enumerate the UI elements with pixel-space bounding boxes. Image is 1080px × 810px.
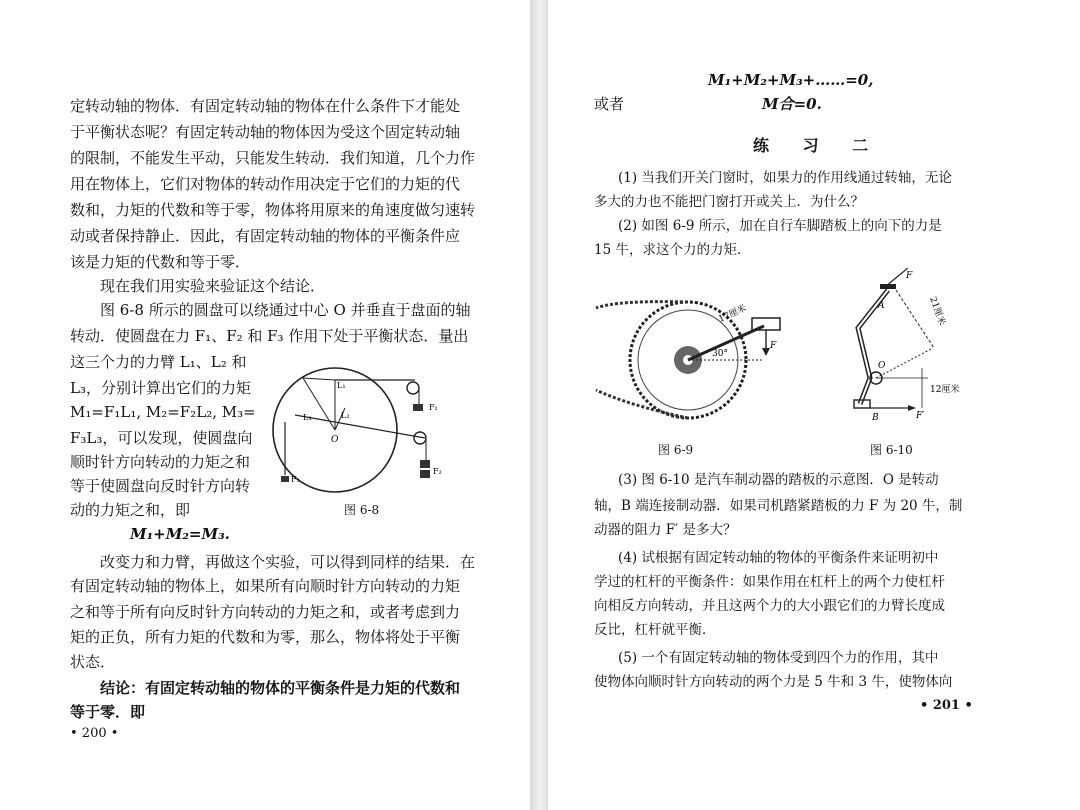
text-line: 的限制，不能发生平动，只能发生转动．我们知道，几个力作 — [70, 149, 476, 167]
label-L2: L₂ — [341, 411, 350, 420]
text-line: F₃L₃，可以发现，使圆盘向 — [70, 429, 253, 447]
text-line: 这三个力的力臂 L₁、L₂ 和 — [70, 353, 247, 371]
text-line: 或者 — [594, 95, 625, 113]
text-line: M₁=F₁L₁, M₂=F₂L₂, M₃= — [70, 403, 256, 421]
label-length: 17厘米 — [717, 303, 749, 325]
figure-caption: 图 6-8 — [344, 503, 380, 517]
label-O: O — [331, 435, 339, 445]
text-line: 现在我们用实验来验证这个结论． — [100, 277, 326, 295]
exercise-line: (5) 一个有固定转动轴的物体受到四个力的作用，其中 — [618, 650, 939, 666]
exercise-line: (4) 试根据有固定转动轴的物体的平衡条件来证明初中 — [618, 550, 939, 566]
exercise-line: 多大的力也不能把门窗打开或关上．为什么？ — [594, 194, 864, 210]
text-line: 动或者保持静止．因此，有固定转动轴的物体的平衡条件应 — [70, 227, 461, 245]
label-F2: F₂ — [433, 467, 442, 476]
exercise-line: (2) 如图 6-9 所示，加在自行车脚踏板上的向下的力是 — [618, 218, 942, 234]
text-line: L₃，分别计算出它们的力矩 — [70, 379, 251, 397]
text-line: 之和等于所有向反时针方向转动的力矩之和，或者考虑到力 — [70, 603, 461, 621]
text-line: 等于使圆盘向反时针方向转 — [70, 477, 251, 495]
label-L3: L₃ — [303, 413, 312, 422]
figure-6-10 — [818, 268, 998, 428]
text-line: 于平衡状态呢？有固定转动轴的物体因为受这个固定转动轴 — [70, 123, 461, 141]
exercise-line: 向相反方向转动，并且这两个力的大小跟它们的力臂长度成 — [594, 598, 945, 614]
text-line: 数和，力矩的代数和等于零，物体将用原来的角速度做匀速转 — [70, 201, 476, 219]
page-number: • 201 • — [920, 698, 973, 713]
label-angle: 30° — [712, 349, 728, 359]
section-heading: 练 习 二 — [753, 136, 883, 155]
exercise-line: 学过的杠杆的平衡条件：如果作用在杠杆上的两个力使杠杆 — [594, 574, 945, 590]
figure-6-8 — [265, 360, 480, 520]
label-B: B — [872, 413, 879, 423]
figure-6-9 — [588, 280, 818, 430]
label-F3: F₃ — [291, 475, 300, 484]
label-L1: L₁ — [337, 381, 346, 390]
exercise-line: (3) 图 6-10 是汽车制动器的踏板的示意图．O 是转动 — [618, 472, 939, 488]
text-line: 定转动轴的物体．有固定转动轴的物体在什么条件下才能处 — [70, 97, 461, 115]
exercise-line: (1) 当我们开关门窗时，如果力的作用线通过转轴，无论 — [618, 170, 952, 186]
book-gutter — [530, 0, 548, 810]
text-line: 转动．使圆盘在力 F₁、F₂ 和 F₃ 作用下处于平衡状态．量出 — [70, 327, 469, 345]
text-line: 有固定转动轴的物体上，如果所有向顺时针方向转动的力矩 — [70, 577, 461, 595]
exercise-line: 使物体向顺时针方向转动的两个力是 5 牛和 3 牛，使物体向 — [594, 674, 953, 690]
label-Fprime: F′ — [916, 411, 925, 421]
page-number: • 200 • — [70, 726, 119, 741]
equation: M合=0. — [762, 95, 822, 113]
label-A: A — [878, 301, 885, 311]
exercise-line: 动器的阻力 F′ 是多大？ — [594, 522, 737, 538]
label-O: O — [878, 361, 886, 371]
label-F: F — [770, 341, 777, 351]
text-line: 矩的正负，所有力矩的代数和为零，那么，物体将处于平衡 — [70, 628, 461, 646]
figure-caption: 图 6-10 — [870, 443, 913, 457]
text-line: 改变力和力臂，再做这个实验，可以得到同样的结果．在 — [100, 553, 476, 571]
exercise-line: 反比，杠杆就平衡． — [594, 622, 716, 638]
text-line: 用在物体上，它们对物体的转动作用决定于它们的力矩的代 — [70, 175, 461, 193]
text-line: 该是力矩的代数和等于零． — [70, 253, 251, 271]
conclusion-line: 结论：有固定转动轴的物体的平衡条件是力矩的代数和 — [100, 679, 461, 697]
conclusion-line: 等于零．即 — [70, 703, 146, 721]
equation: M₁+M₂+M₃+……=0, — [708, 71, 874, 89]
exercise-line: 15 牛，求这个力的力矩． — [594, 242, 751, 258]
figure-caption: 图 6-9 — [658, 443, 694, 457]
label-12cm: 12厘米 — [930, 385, 960, 395]
exercise-line: 轴，B 端连接制动器．如果司机踏紧踏板的力 F 为 20 牛，制 — [594, 498, 963, 514]
left-page — [0, 0, 530, 810]
text-line: 顺时针方向转动的力矩之和 — [70, 453, 251, 471]
label-F1: F₁ — [429, 403, 438, 412]
text-line: 动的力矩之和，即 — [70, 501, 191, 519]
text-line: 状态． — [70, 653, 116, 671]
equation: M₁+M₂=M₃. — [130, 525, 230, 543]
label-21cm: 21厘米 — [927, 295, 947, 327]
label-F: F — [906, 271, 913, 281]
text-line: 图 6-8 所示的圆盘可以绕通过中心 O 并垂直于盘面的轴 — [100, 301, 471, 319]
right-page — [548, 0, 1080, 810]
